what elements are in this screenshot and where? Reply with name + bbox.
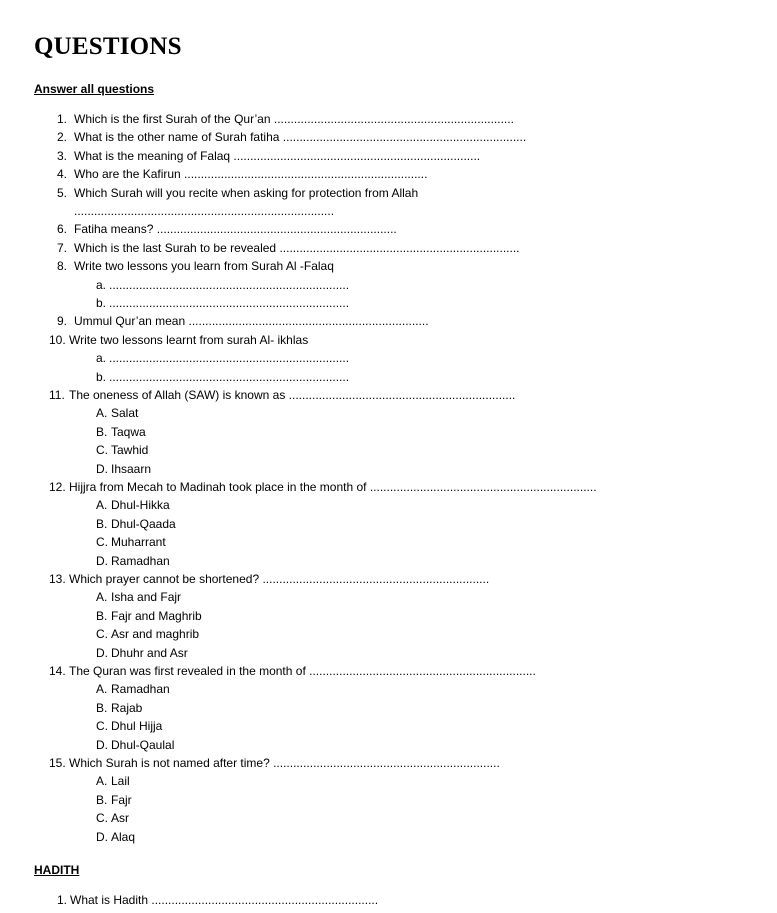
question-11-number: 11. xyxy=(49,388,65,402)
question-12-option-c-text: Muharrant xyxy=(111,535,166,550)
question-13-option-c xyxy=(96,627,199,641)
question-13-option-c-number: C. xyxy=(96,627,108,642)
question-15-number: 15. xyxy=(49,756,66,770)
question-14-number: 14. xyxy=(49,664,66,678)
question-8-sub-b-number: b. xyxy=(96,296,107,310)
question-14-option-d xyxy=(96,738,174,752)
question-1 xyxy=(57,112,514,126)
question-13-option-d xyxy=(96,646,188,660)
question-14-option-b-text: Rajab xyxy=(111,700,143,715)
question-13-text: Which prayer cannot be shortened? .................................................................... xyxy=(69,572,490,586)
question-10-sub-b-text: ........................................................................ xyxy=(109,369,350,384)
question-12-text: Hijjra from Mecah to Madinah took place in the month of .................................................................... xyxy=(69,480,597,494)
question-11-option-d xyxy=(96,462,151,476)
question-8-text: Write two lessons you learn from Surah Al -Falaq xyxy=(74,259,334,274)
question-15-option-d xyxy=(96,830,135,844)
question-12-option-a-text: Dhul-Hikka xyxy=(111,498,170,513)
question-4-text: Who are the Kafirun ......................................................................... xyxy=(74,167,428,182)
question-8-sub-b-text: ........................................................................ xyxy=(109,296,350,310)
question-11-option-b-number: B. xyxy=(96,424,108,439)
question-11-option-a-text: Salat xyxy=(111,406,139,421)
question-2-text: What is the other name of Surah fatiha ......................................................................... xyxy=(74,130,527,145)
question-9 xyxy=(57,314,429,328)
question-13-option-a-text: Isha and Fajr xyxy=(111,590,182,605)
question-14-option-c-number: C. xyxy=(96,719,108,734)
page-title: QUESTIONS xyxy=(34,33,182,60)
question-5-number: 5. xyxy=(57,185,68,200)
question-11-option-c-number: C. xyxy=(96,443,108,458)
question-7 xyxy=(57,241,520,255)
question-12-option-b-text: Dhul-Qaada xyxy=(111,516,176,531)
question-4-number: 4. xyxy=(57,167,68,182)
question-11-option-c xyxy=(96,443,148,457)
question-15-option-b xyxy=(96,793,132,807)
question-12 xyxy=(49,480,597,494)
question-15-option-c-text: Asr xyxy=(111,811,129,826)
question-7-number: 7. xyxy=(57,240,68,255)
question-5-answer-line-text: .............................................................................. xyxy=(74,204,335,218)
question-1-number: 1. xyxy=(57,112,68,126)
question-11 xyxy=(49,388,515,402)
question-13-number: 13. xyxy=(49,572,66,586)
question-1-text: Which is the first Surah of the Qur’an ........................................................................ xyxy=(74,112,514,126)
question-10 xyxy=(49,333,308,347)
question-3-number: 3. xyxy=(57,148,68,163)
question-11-option-c-text: Tawhid xyxy=(111,443,149,458)
question-2-number: 2. xyxy=(57,130,68,145)
question-11-text: The oneness of Allah (SAW) is known as .................................................................... xyxy=(69,388,516,402)
question-15 xyxy=(49,756,500,770)
question-12-option-d-number: D. xyxy=(96,553,108,568)
question-8-sub-b xyxy=(96,296,349,310)
question-13-option-b-number: B. xyxy=(96,608,108,623)
hadith-heading: HADITH xyxy=(34,863,80,877)
question-13-option-d-number: D. xyxy=(96,645,108,660)
question-12-option-d xyxy=(96,554,170,568)
question-15-option-a-text: Lail xyxy=(111,774,130,789)
question-8-sub-a-number: a. xyxy=(96,277,107,292)
hadith-question-1 xyxy=(57,893,378,907)
question-15-option-d-text: Alaq xyxy=(111,829,136,844)
question-13-option-c-text: Asr and maghrib xyxy=(111,627,200,642)
question-15-option-c xyxy=(96,811,129,825)
question-11-option-b xyxy=(96,425,146,439)
question-11-option-a xyxy=(96,406,138,420)
question-8-sub-a xyxy=(96,278,349,292)
question-14-option-a-text: Ramadhan xyxy=(111,682,170,697)
question-12-option-a xyxy=(96,498,170,512)
question-13-option-a xyxy=(96,590,181,604)
question-12-option-c-number: C. xyxy=(96,535,108,550)
question-15-option-c-number: C. xyxy=(96,811,108,826)
question-13 xyxy=(49,572,489,586)
question-4 xyxy=(57,167,427,181)
hadith-question-1-number: 1. xyxy=(57,893,68,907)
question-13-option-a-number: A. xyxy=(96,590,108,605)
question-7-text: Which is the last Surah to be revealed ........................................................................ xyxy=(74,240,520,255)
question-12-number: 12. xyxy=(49,480,66,494)
question-9-number: 9. xyxy=(57,314,68,329)
question-10-text: Write two lessons learnt from surah Al- ikhlas xyxy=(69,332,309,347)
question-15-option-a xyxy=(96,774,130,788)
question-3-text: What is the meaning of Falaq .......................................................................... xyxy=(74,148,481,163)
question-5-answer-line xyxy=(74,204,334,218)
question-14-option-d-text: Dhul-Qaulal xyxy=(111,737,175,752)
question-9-text: Ummul Qur’an mean ........................................................................ xyxy=(74,314,429,329)
question-10-sub-a-number: a. xyxy=(96,351,107,366)
question-10-sub-a-text: ........................................................................ xyxy=(109,351,350,366)
question-12-option-b xyxy=(96,517,176,531)
question-13-option-b xyxy=(96,609,202,623)
question-14 xyxy=(49,664,536,678)
question-2 xyxy=(57,130,526,144)
question-6-text: Fatiha means? ........................................................................ xyxy=(74,222,397,237)
question-14-option-a-number: A. xyxy=(96,682,108,697)
question-12-option-c xyxy=(96,535,166,549)
question-8 xyxy=(57,259,334,273)
question-5-text: Which Surah will you recite when asking for protection from Allah xyxy=(74,185,419,200)
question-6 xyxy=(57,222,397,236)
question-12-option-b-number: B. xyxy=(96,516,108,531)
instruction-heading: Answer all questions xyxy=(34,82,155,96)
hadith-question-1-text: What is Hadith .................................................................... xyxy=(70,893,379,907)
question-11-option-a-number: A. xyxy=(96,406,108,421)
question-6-number: 6. xyxy=(57,222,68,237)
question-10-sub-b-number: b. xyxy=(96,369,107,384)
question-14-option-d-number: D. xyxy=(96,737,108,752)
question-14-option-c-text: Dhul Hijja xyxy=(111,719,163,734)
question-10-sub-a xyxy=(96,351,349,365)
question-14-option-a xyxy=(96,682,170,696)
question-10-number: 10. xyxy=(49,332,66,347)
question-13-option-b-text: Fajr and Maghrib xyxy=(111,608,202,623)
question-12-option-a-number: A. xyxy=(96,498,108,513)
question-15-option-b-text: Fajr xyxy=(111,792,132,807)
question-3 xyxy=(57,149,480,163)
question-8-sub-a-text: ........................................................................ xyxy=(109,277,350,292)
question-12-option-d-text: Ramadhan xyxy=(111,553,170,568)
question-15-text: Which Surah is not named after time? .................................................................... xyxy=(69,756,500,770)
question-14-option-c xyxy=(96,719,162,733)
question-8-number: 8. xyxy=(57,259,68,274)
question-14-option-b xyxy=(96,701,142,715)
question-15-option-d-number: D. xyxy=(96,829,108,844)
question-5 xyxy=(57,186,418,200)
question-10-sub-b xyxy=(96,370,349,384)
question-13-option-d-text: Dhuhr and Asr xyxy=(111,645,188,660)
question-11-option-b-text: Taqwa xyxy=(111,424,146,439)
question-15-option-b-number: B. xyxy=(96,792,108,807)
question-11-option-d-number: D. xyxy=(96,461,108,476)
question-14-text: The Quran was first revealed in the month of .................................................................... xyxy=(69,664,536,678)
question-11-option-d-text: Ihsaarn xyxy=(111,461,152,476)
question-14-option-b-number: B. xyxy=(96,700,108,715)
question-15-option-a-number: A. xyxy=(96,774,108,789)
